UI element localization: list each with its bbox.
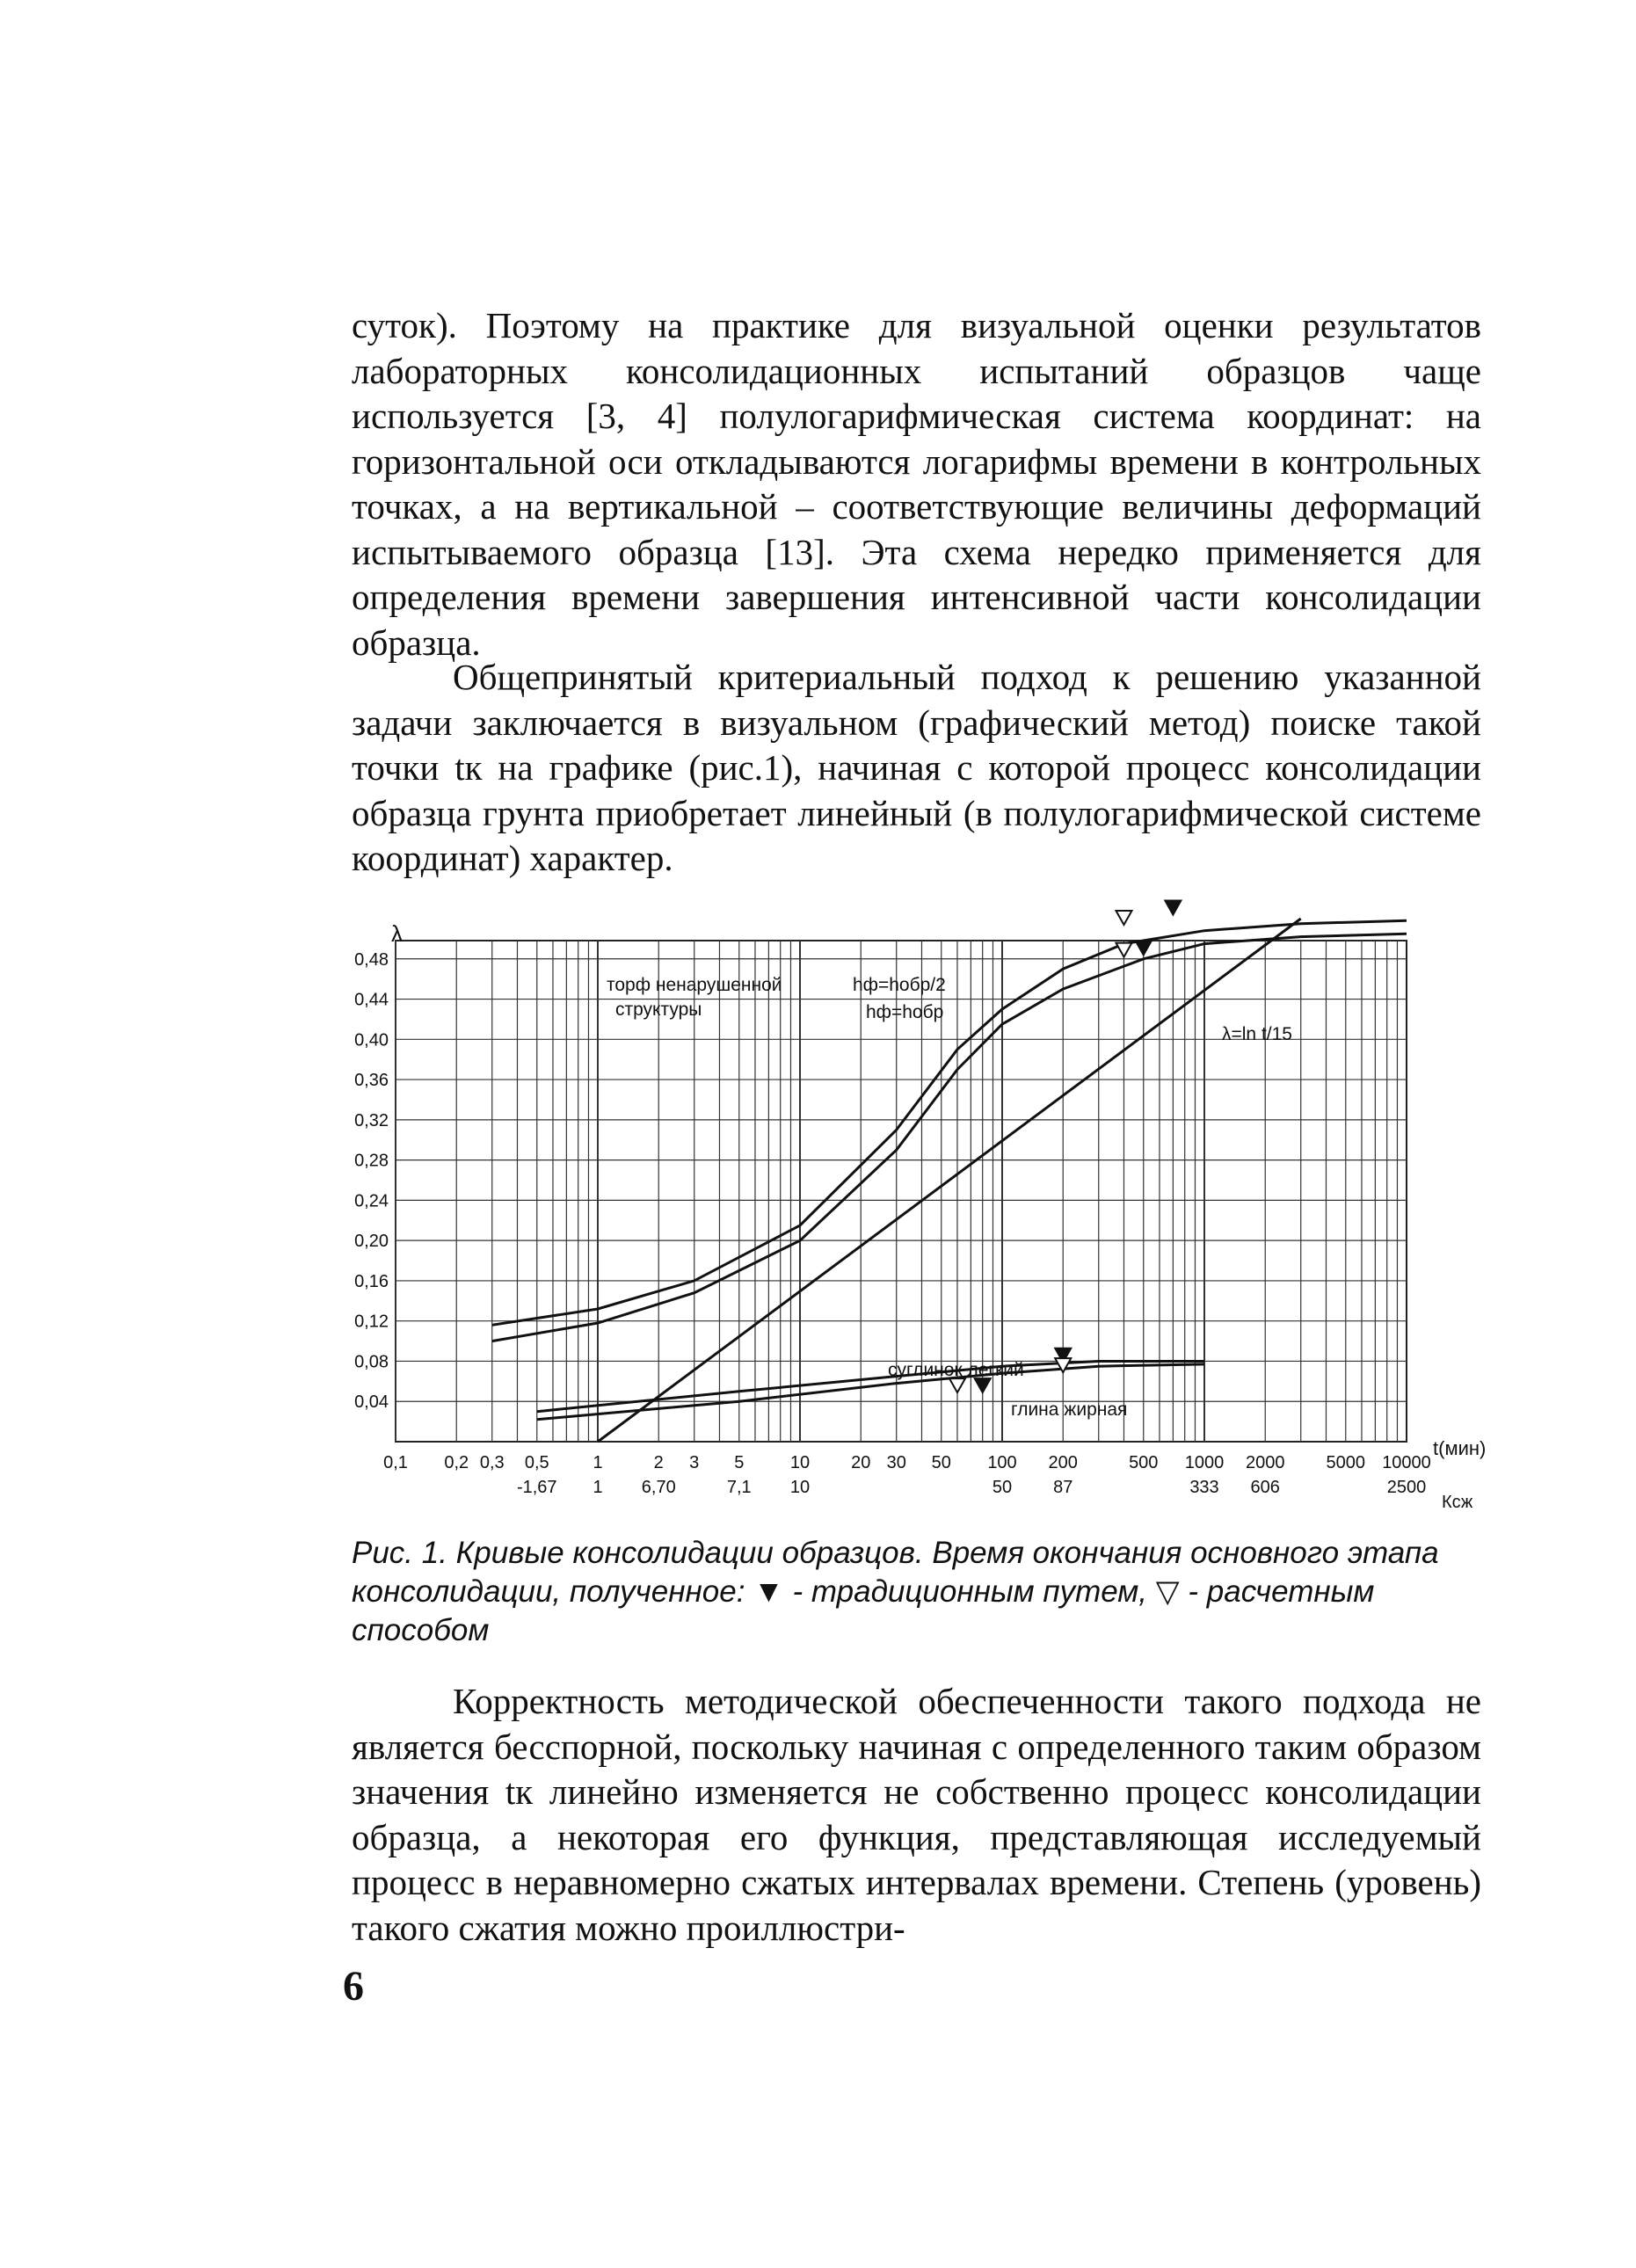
traditional-marker — [975, 1378, 991, 1392]
y-axis-label: λ — [391, 920, 403, 947]
ksj-tick-label: 1 — [593, 1478, 603, 1497]
x-tick-label: 20 — [851, 1453, 871, 1472]
annot-formula: λ=ln t/15 — [1222, 1024, 1292, 1044]
x-tick-label: 30 — [886, 1453, 906, 1472]
ksj-tick-label: 10 — [789, 1478, 811, 1497]
ksj-tick-label: 606 — [1250, 1478, 1280, 1497]
x-tick-label: 0,2 — [444, 1453, 469, 1472]
x-tick-label: 10000 — [1382, 1453, 1431, 1472]
x-tick-label: 10 — [789, 1453, 811, 1472]
x-tick-label: 1 — [593, 1453, 603, 1472]
x-tick-label: 100 — [987, 1453, 1017, 1472]
annot-structure: структуры — [615, 1000, 702, 1020]
y-tick-label: 0,08 — [354, 1352, 389, 1372]
traditional-marker — [1136, 941, 1152, 955]
ksj-tick-label: 333 — [1189, 1478, 1219, 1497]
annot-h-full: hф=hобр — [866, 1002, 944, 1022]
traditional-marker — [1165, 901, 1181, 915]
x-tick-label: 200 — [1048, 1453, 1078, 1472]
annot-clay: глина жирная — [1011, 1399, 1128, 1420]
page-number: 6 — [343, 1963, 364, 2010]
x-tick-label: 0,5 — [524, 1453, 549, 1472]
x-tick-label: 500 — [1129, 1453, 1159, 1472]
ksj-tick-label: 7,1 — [726, 1478, 752, 1497]
y-tick-label: 0,48 — [354, 949, 389, 970]
ksj-tick-label: 87 — [1053, 1478, 1073, 1497]
x-tick-label: 5 — [734, 1453, 745, 1472]
ksj-tick-label: -1,67 — [516, 1478, 557, 1497]
x-tick-label: 2000 — [1245, 1453, 1285, 1472]
y-tick-label: 0,04 — [354, 1392, 389, 1413]
y-tick-label: 0,44 — [354, 990, 389, 1010]
annot-loam: суглинок легкий — [888, 1360, 1024, 1380]
consolidation-figure — [343, 892, 1503, 1525]
x-tick-label: 5000 — [1326, 1453, 1366, 1472]
consolidation-chart — [343, 892, 1503, 1525]
x-tick-label: 2 — [653, 1453, 664, 1472]
y-tick-label: 0,24 — [354, 1191, 389, 1211]
y-tick-label: 0,36 — [354, 1071, 389, 1091]
y-tick-label: 0,12 — [354, 1312, 389, 1332]
paragraph-3: Корректность методической обеспеченности такого подхода не является бесспорной, поскольку начиная с определенного таким образом значения tк линейно изменяется не собственно процесс консолидации образца, а некоторая его функция, представляющая исследуемый процесс в неравномерно сжатых интервалах времени. Степень (уровень) такого сжатия можно проиллюстри- — [352, 1681, 1481, 1948]
figure-caption: Рис. 1. Кривые консолидации образцов. Время окончания основного этапа консолидации, полученное: ▼ - традиционным путем, ▽ - расчетным способом — [352, 1536, 1439, 1647]
x-tick-label: 0,1 — [383, 1453, 408, 1472]
x-tick-label: 50 — [931, 1453, 951, 1472]
paragraph-2: Общепринятый критериальный подход к решению указанной задачи заключается в визуальном (графический метод) поиске такой точки tк на графике (рис.1), начиная с которой процесс консолидации образца грунта приобретает линейный (в полулогарифмической системе координат) характер. — [352, 657, 1481, 878]
calculated-marker — [1116, 943, 1131, 957]
x-tick-label: 0,3 — [479, 1453, 505, 1472]
y-tick-label: 0,40 — [354, 1030, 389, 1050]
y-tick-label: 0,20 — [354, 1232, 389, 1252]
y-tick-label: 0,28 — [354, 1151, 389, 1171]
ksj-tick-label: 2500 — [1386, 1478, 1427, 1497]
y-tick-label: 0,16 — [354, 1271, 389, 1291]
calculated-marker — [949, 1378, 965, 1392]
ksj-label: Ксж — [1442, 1493, 1473, 1512]
calculated-marker — [1116, 911, 1131, 925]
y-tick-label: 0,32 — [354, 1110, 389, 1130]
ksj-tick-label: 50 — [992, 1478, 1013, 1497]
x-axis-label: t(мин) — [1433, 1437, 1487, 1459]
paragraph-1: суток). Поэтому на практике для визуальной оценки результатов лабораторных консолидационных испытаний образцов чаще используется [3, 4] полулогарифмическая система координат: на горизонтальной оси откладываются логарифмы времени в контрольных точках, а на вертикальной – соответствующие величины деформаций испытываемого образца [13]. Эта схема нередко применяется для определения времени завершения интенсивной части консолидации образца. — [352, 305, 1481, 663]
x-tick-label: 1000 — [1184, 1453, 1225, 1472]
annot-peat: торф ненарушенной — [607, 975, 782, 995]
annot-h-half: hф=hобр/2 — [853, 975, 946, 995]
ksj-tick-label: 6,70 — [641, 1478, 676, 1497]
x-tick-label: 3 — [689, 1453, 700, 1472]
